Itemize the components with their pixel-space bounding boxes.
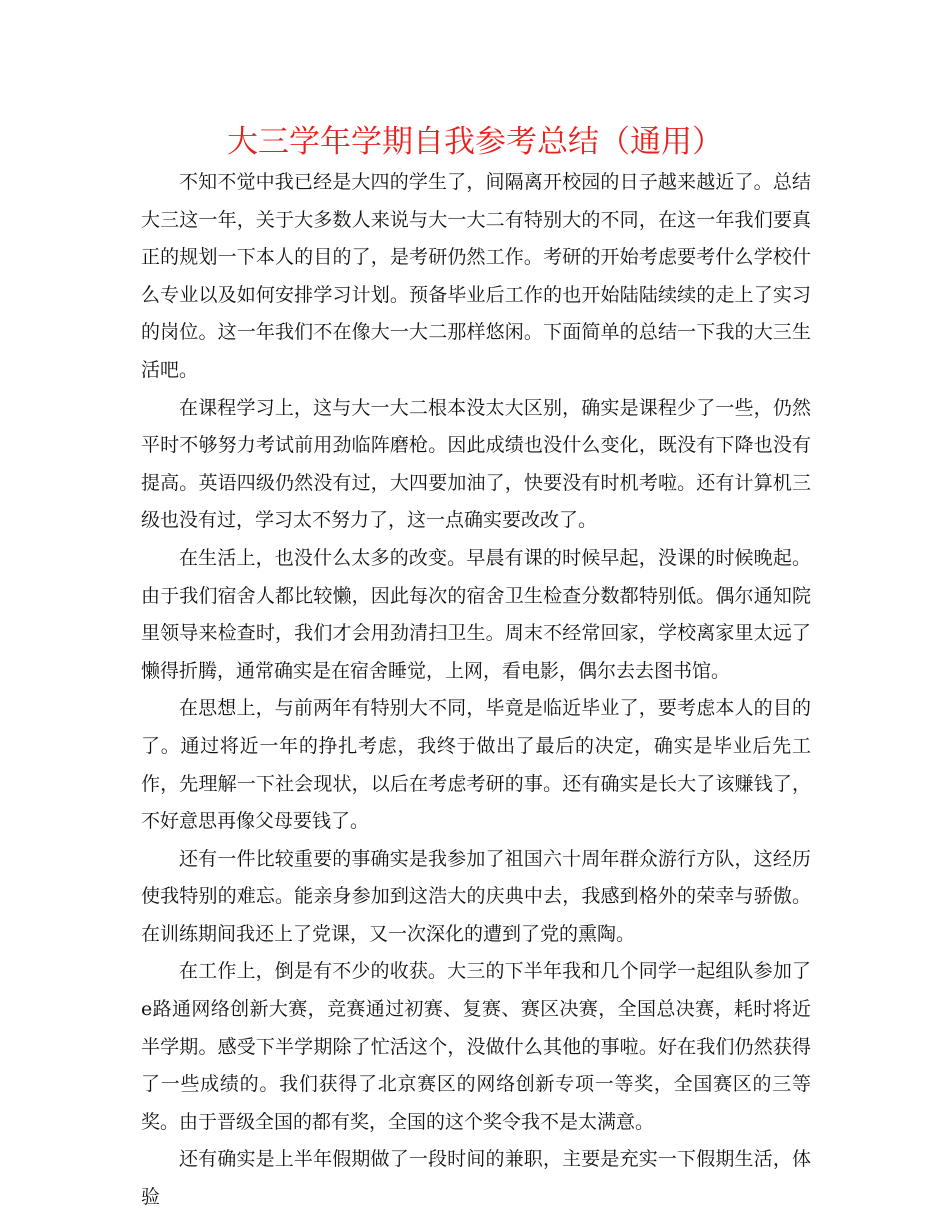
document-body — [141, 164, 811, 1217]
paragraph-work: 在工作上，倒是有不少的收获。大三的下半年我和几个同学一起组队参加了e路通网络创新大赛，竞赛通过初赛、复赛、赛区决赛，全国总决赛，耗时将近半学期。感受下半学期除了忙活这个，没做什么其他的事啦。好在我们仍然获得了一些成绩的。我们获得了北京赛区的网络创新专项一等奖，全国赛区的三等奖。由于晋级全国的都有奖，全国的这个奖令我不是太满意。 — [141, 960, 811, 1133]
paragraph-thoughts: 在思想上，与前两年有特别大不同，毕竟是临近毕业了，要考虑本人的目的了。通过将近一年的挣扎考虑，我终于做出了最后的决定，确实是毕业后先工作，先理解一下社会现状，以后在考虑考研的事。还有确实是长大了该赚钱了，不好意思再像父母要钱了。 — [141, 697, 811, 833]
paragraph-study: 在课程学习上，这与大一大二根本没太大区别，确实是课程少了一些，仍然平时不够努力考试前用劲临阵磨枪。因此成绩也没什么变化，既没有下降也没有提高。英语四级仍然没有过，大四要加油了，快要没有时机考啦。还有计算机三级也没有过，学习太不努力了，这一点确实要改改了。 — [141, 396, 811, 532]
paragraph-parade: 还有一件比较重要的事确实是我参加了祖国六十周年群众游行方队，这经历使我特别的难忘。能亲身参加到这浩大的庆典中去，我感到格外的荣幸与骄傲。在训练期间我还上了党课，又一次深化的遭到了党的熏陶。 — [141, 847, 811, 945]
paragraph-life: 在生活上，也没什么太多的改变。早晨有课的时候早起，没课的时候晚起。由于我们宿舍人都比较懒，因此每次的宿舍卫生检查分数都特别低。偶尔通知院里领导来检查时，我们才会用劲清扫卫生。周末不经常回家，学校离家里太远了懒得折腾，通常确实是在宿舍睡觉，上网，看电影，偶尔去去图书馆。 — [141, 546, 811, 682]
document-title: 大三学年学期自我参考总结（通用） — [227, 124, 723, 160]
paragraph-intro: 不知不觉中我已经是大四的学生了，间隔离开校园的日子越来越近了。总结大三这一年，关于大多数人来说与大一大二有特别大的不同，在这一年我们要真正的规划一下本人的目的了，是考研仍然工作。考研的开始考虑要考什么学校什么专业以及如何安排学习计划。预备毕业后工作的也开始陆陆续续的走上了实习的岗位。这一年我们不在像大一大二那样悠闲。下面简单的总结一下我的大三生活吧。 — [141, 171, 811, 381]
paragraph-parttime: 还有确实是上半年假期做了一段时间的兼职，主要是充实一下假期生活，体验 — [141, 1148, 811, 1209]
